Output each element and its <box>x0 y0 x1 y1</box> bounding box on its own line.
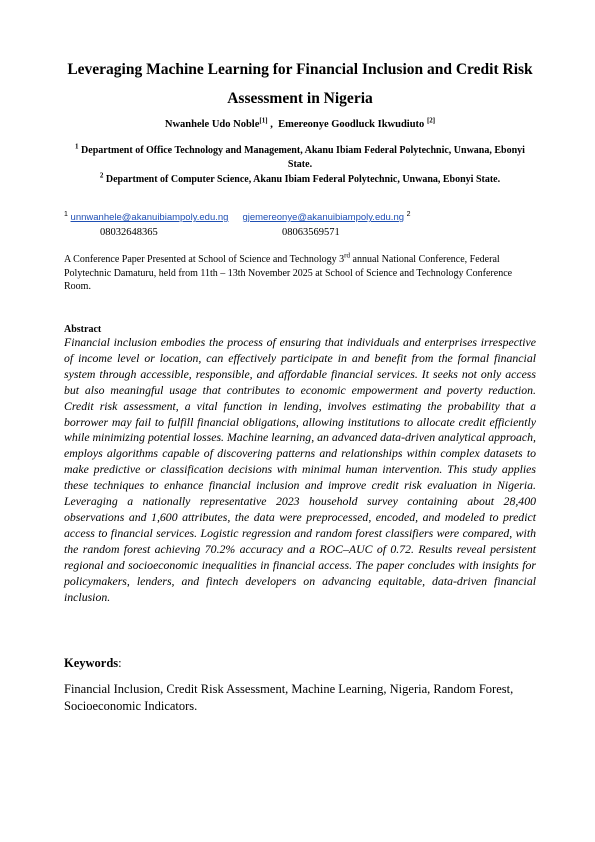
author-mark-2: [2] <box>426 116 436 125</box>
affiliation-1 <box>70 144 530 172</box>
abstract-heading: Abstract <box>64 324 102 335</box>
email-link-1[interactable]: unnwanhele@akanuibiampoly.edu.ng <box>70 212 229 223</box>
affiliation-mark-2: 2 <box>99 171 104 180</box>
conference-ordinal: rd <box>344 251 350 260</box>
keywords-heading <box>64 656 122 671</box>
keywords-colon: : <box>118 656 122 670</box>
email-mark-2: 2 <box>406 210 411 218</box>
author-mark-1: [1] <box>259 116 268 125</box>
phone-number-1: 08032648365 <box>100 227 158 238</box>
keywords-label: Keywords <box>64 656 119 670</box>
author-separator: , <box>267 119 279 130</box>
email-mark-1: 1 <box>64 210 68 218</box>
conference-text-start: A Conference Paper Presented at School of Science and Technology 3 <box>64 254 345 265</box>
affiliation-text-2: Department of Computer Science, Akanu Ibiam Federal Polytechnic, Unwana, Ebonyi State. <box>105 174 501 185</box>
affiliation-mark-1: 1 <box>75 142 79 151</box>
email-link-2[interactable]: gjemereonye@akanuibiampoly.edu.ng <box>242 212 405 223</box>
author-name-1: Nwanhele Udo Noble <box>164 119 260 130</box>
conference-text-end: annual National Conference, Federal Polytechnic Damaturu, held from 11th – 13th November 2025 at School of Science and Technology Conference Room. <box>64 254 513 292</box>
author-line <box>60 118 540 132</box>
email-line <box>64 211 544 224</box>
keywords-list: Financial Inclusion, Credit Risk Assessment, Machine Learning, Nigeria, Random Forest, Socioeconomic Indicators. <box>64 682 514 713</box>
abstract-body: Financial inclusion embodies the process of ensuring that individuals and enterprises irrespective of income level or location, can effectively participate in and benefit from the formal financial system through accessible, responsible, and affordable financial services. It seeks not only access but also meaningful usage that contributes to economic empowerment and poverty reduction. Credit risk assessment, a vital function in lending, involves estimating the probability that a borrower may fail to fulfill financial obligations, allowing institutions to allocate credit efficiently while minimizing potential losses. Machine learning, an advanced data-driven analytical approach, employs algorithms capable of discovering patterns and relationships within complex datasets to make predictive or classification decisions with minimal human intervention. This study applies these techniques to enhance financial inclusion and improve credit risk evaluation in Nigeria. Leveraging a nationally representative 2023 household survey containing about 28,400 observations and 1,600 attributes, the data were preprocessed, encoded, and modeled to predict access to financial services. Logistic regression and random forest classifiers were compared, with the random forest achieving 70.2% accuracy and a ROC–AUC of 0.72. Results reveal persistent regional and socioeconomic inequalities in financial access. The paper concludes with insights for policymakers, lenders, and fintech developers on advancing equitable, data-driven financial inclusion. <box>64 335 536 604</box>
author-name-2: Emereonye Goodluck Ikwudiuto <box>278 119 425 130</box>
conference-note <box>64 253 534 294</box>
phone-number-2: 08063569571 <box>282 227 340 238</box>
affiliation-2 <box>70 173 530 187</box>
paper-title: Leveraging Machine Learning for Financial Inclusion and Credit Risk Assessment in Nigeria <box>67 61 533 107</box>
affiliation-text-1: Department of Office Technology and Management, Akanu Ibiam Federal Polytechnic, Unwana, Ebonyi State. <box>81 145 525 170</box>
